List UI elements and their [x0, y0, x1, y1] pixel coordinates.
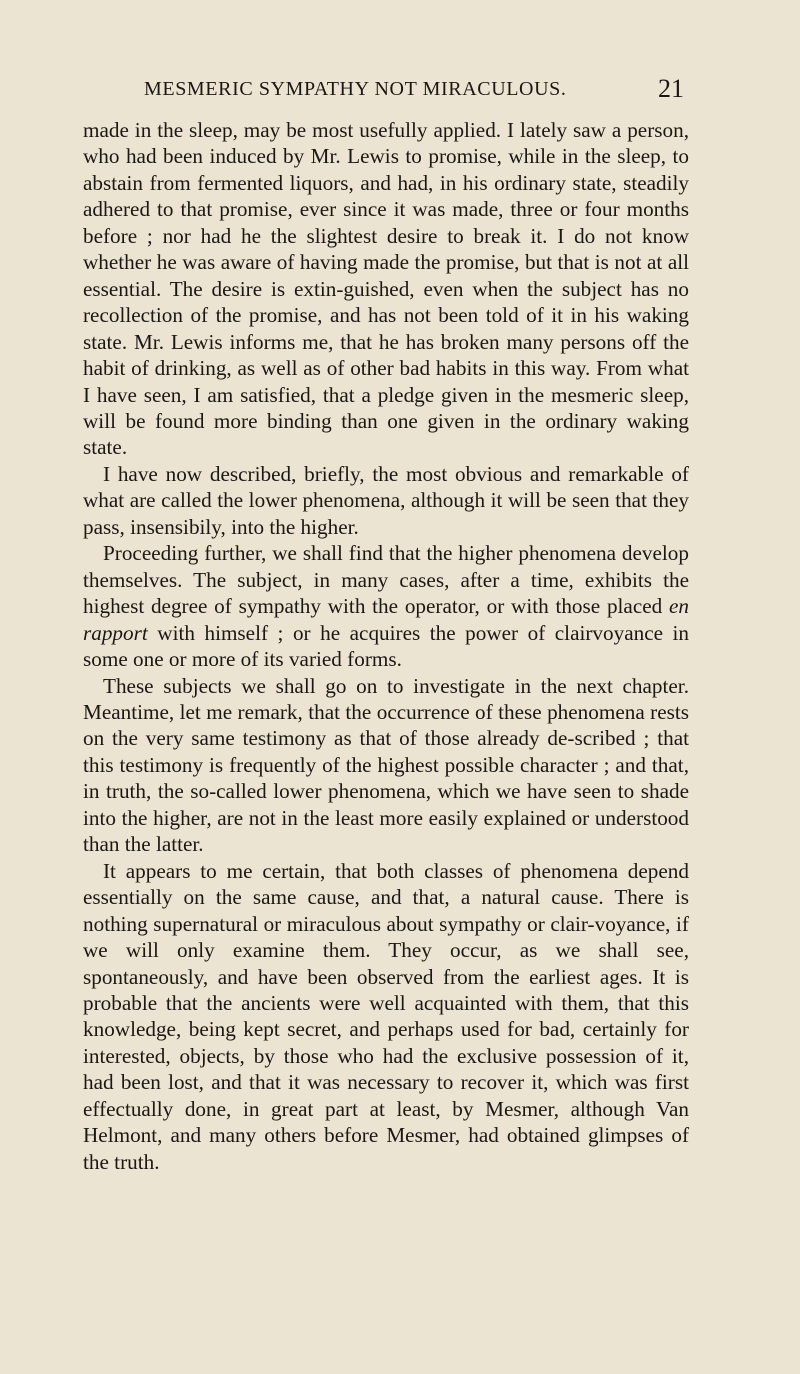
- paragraph-1: made in the sleep, may be most usefully applied. I lately saw a person, who had been induced by Mr. Lewis to promise, while in the sleep, to abstain from fermented liquors, and had, in his ordinary state, steadily adhered to that promise, ever since it was made, three or four months before ; nor had he the slightest desire to break it. I do not know whether he was aware of having made the promise, but that is not at all essential. The desire is extin-guished, even when the subject has no recollection of the promise, and has not been told of it in his waking state. Mr. Lewis informs me, that he has broken many persons off the habit of drinking, as well as of other bad habits in this way. From what I have seen, I am satisfied, that a pledge given in the mesmeric sleep, will be found more binding than one given in the ordinary waking state.: [83, 118, 689, 460]
- paragraph-5: It appears to me certain, that both classes of phenomena depend essentially on the same cause, and that, a natural cause. There is nothing supernatural or miraculous about sympathy or clair-voyance, if we will only examine them. They occur, as we shall see, spontaneously, and have been observed from the earliest ages. It is probable that the ancients were well acquainted with them, that this knowledge, being kept secret, and perhaps used for bad, certainly for interested, objects, by those who had the exclusive possession of it, had been lost, and that it was necessary to recover it, which was first effectually done, in great part at least, by Mesmer, although Van Helmont, and many others before Mesmer, had obtained glimpses of the truth.: [83, 858, 689, 1174]
- body-text: [83, 117, 689, 1175]
- running-head: [144, 74, 684, 108]
- page-number: 21: [658, 74, 684, 103]
- running-title: MESMERIC SYMPATHY NOT MIRACULOUS.: [144, 78, 567, 100]
- paragraph-2: I have now described, briefly, the most obvious and remarkable of what are called the lower phenomena, although it will be seen that they pass, insensibily, into the higher.: [83, 461, 689, 539]
- paragraph-4: These subjects we shall go on to investigate in the next chapter. Meantime, let me remark, that the occurrence of these phenomena rests on the very same testimony as that of those already de-scribed ; that this testimony is frequently of the highest possible character ; and that, in truth, the so-called lower phenomena, which we have seen to shade into the higher, are not in the least more easily explained or understood than the latter.: [83, 673, 689, 857]
- paragraph-3-part-1: Proceeding further, we shall find that the higher phenomena develop themselves. The subject, in many cases, after a time, exhibits the highest degree of sympathy with the operator, or with those placed: [83, 541, 689, 619]
- paragraph-3: [83, 540, 689, 672]
- paragraph-3-part-2: with himself ; or he acquires the power of clairvoyance in some one or more of its varied forms.: [83, 620, 689, 672]
- paragraph-3-italic-phrase: en rapport: [83, 594, 689, 645]
